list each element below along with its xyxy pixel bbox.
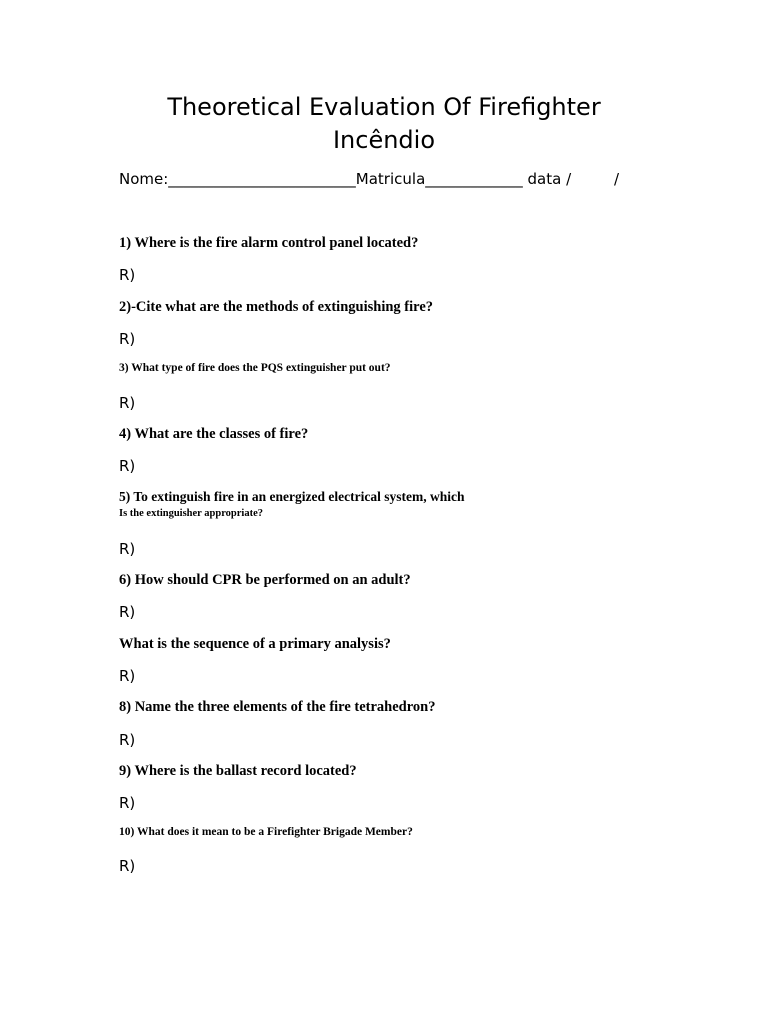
answer-1: R) [119, 266, 136, 284]
question-9: 9) Where is the ballast record located? [119, 763, 357, 779]
question-4: 4) What are the classes of fire? [119, 426, 309, 442]
header-fields-line: Nome:_________________________Matricula_____________ data / / [119, 170, 620, 188]
answer-5: R) [119, 540, 136, 558]
question-1: 1) Where is the fire alarm control panel located? [119, 235, 419, 251]
question-8: 8) Name the three elements of the fire tetrahedron? [119, 699, 436, 715]
answer-7: R) [119, 667, 136, 685]
question-10: 10) What does it mean to be a Firefighter Brigade Member? [119, 826, 413, 838]
question-5-continued: Is the extinguisher appropriate? [119, 508, 263, 519]
document-title-line-2: Incêndio [332, 126, 436, 154]
answer-8: R) [119, 731, 136, 749]
answer-3: R) [119, 394, 136, 412]
answer-10: R) [119, 857, 136, 875]
answer-9: R) [119, 794, 136, 812]
answer-6: R) [119, 603, 136, 621]
document-title-line-1: Theoretical Evaluation Of Firefighter [167, 93, 601, 121]
question-5: 5) To extinguish fire in an energized electrical system, which [119, 489, 465, 504]
question-7: What is the sequence of a primary analysis? [119, 636, 391, 652]
question-3: 3) What type of fire does the PQS extinguisher put out? [119, 362, 391, 374]
answer-4: R) [119, 457, 136, 475]
question-6: 6) How should CPR be performed on an adult? [119, 572, 411, 588]
answer-2: R) [119, 330, 136, 348]
question-2: 2)-Cite what are the methods of extinguishing fire? [119, 299, 434, 315]
